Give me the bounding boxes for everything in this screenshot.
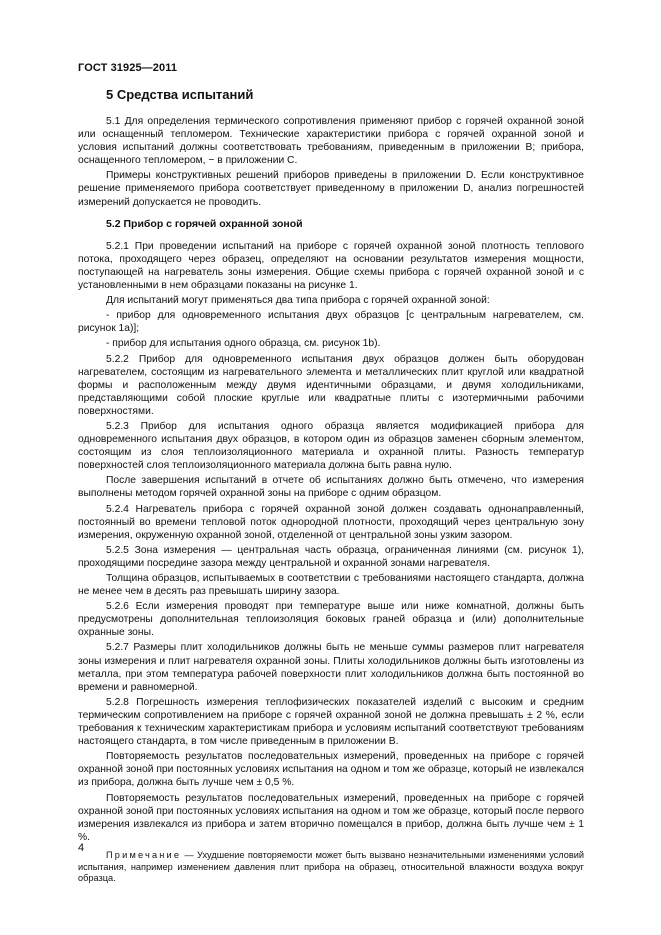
note-text: — Ухудшение повторяемости может быть вызвано незначительными изменениями условий испытания, например изменением давления плит прибора на образец, относительной влажности воздуха вокруг образца.	[78, 849, 584, 884]
paragraph: Повторяемость результатов последовательных измерений, проведенных на приборе с горячей охранной зоной при постоянных условиях испытания на одном и том же образце, который не извлекался из прибора, должна быть лучше чем ± 0,5 %.	[78, 751, 584, 789]
list-item: - прибор для испытания одного образца, см. рисунок 1b).	[106, 338, 381, 350]
paragraph: 5.2.2 Прибор для одновременного испытания двух образцов должен быть оборудован нагревателем, состоящим из нагревательного элемента и металлических плит круглой или квадратной формы и расположенным между двумя идентичными образцами, и двумя холодильниками, представляющими собой плоские круглые или квадратные плиты с изотермичными рабочими поверхностями.	[78, 353, 584, 417]
subsection-title: 5.2 Прибор с горячей охранной зоной	[106, 217, 303, 230]
paragraph: Для испытаний могут применяться два типа прибора с горячей охранной зоной:	[106, 295, 490, 307]
section-title: 5 Средства испытаний	[106, 87, 254, 102]
paragraph: 5.1 Для определения термического сопротивления применяют прибор с горячей охранной зоной или оснащенный тепломером. Технические характеристики прибора с горячей охранной зоной и условия испытаний должны соответствовать требованиям, приведенным в приложении В; прибора, оснащенного тепломером, − в приложении С.	[78, 116, 584, 167]
paragraph: Толщина образцов, испытываемых в соответствии с требованиями настоящего стандарта, должна не менее чем в десять раз превышать ширину зазора.	[78, 573, 584, 598]
paragraph: 5.2.3 Прибор для испытания одного образца является модификацией прибора для одновременного испытания двух образцов, в котором один из образцов заменен сборным элементом, состоящим из слоя теплоизоляционного материала и охранной плиты. Разность температур поверхностей слоя теплоизоляционного материала должна быть равна нулю.	[78, 420, 584, 472]
document-body	[78, 115, 584, 887]
paragraph: 5.2.6 Если измерения проводят при температуре выше или ниже комнатной, должны быть предусмотрены дополнительная теплоизоляция боковых граней образца и (или) дополнительные охранные зоны.	[78, 601, 584, 639]
paragraph: 5.2.7 Размеры плит холодильников должны быть не меньше суммы размеров плит нагревателя зоны измерения и плит нагревателя охранной зоны. Плиты холодильников должны быть изготовлены из металла, при этом температура рабочей поверхности плит холодильников должна быть постоянной во времени и равномерной.	[78, 642, 584, 693]
list-item: - прибор для одновременного испытания двух образцов [с центральным нагревателем, см. рисунок 1a)];	[78, 310, 584, 335]
paragraph: 5.2.5 Зона измерения — центральная часть образца, ограниченная линиями (см. рисунок 1), проходящими посредине зазора между центральной и охранной зонами нагревателя.	[78, 544, 584, 569]
paragraph: Примеры конструктивных решений приборов приведены в приложении D. Если конструктивное решение применяемого прибора соответствует приведенному в приложении D, анализ погрешностей измерений допускается не проводить.	[78, 170, 584, 208]
paragraph: После завершения испытаний в отчете об испытаниях должно быть отмечено, что измерения выполнены методом горячей охранной зоны на приборе с одним образцом.	[78, 475, 584, 500]
paragraph: 5.2.1 При проведении испытаний на приборе с горячей охранной зоной плотность теплового потока, проходящего через образец, определяют на основании результатов измерения мощности, поступающей на нагреватель зоны измерения. Общие схемы прибора с горячей охранной зоной и с установленными в нем образцами показаны на рисунке 1.	[78, 240, 584, 292]
document-id: ГОСТ 31925—2011	[78, 62, 178, 74]
paragraph: 5.2.4 Нагреватель прибора с горячей охранной зоной должен создавать однонаправленный, постоянный во времени тепловой поток однородной плотности, проходящий через центральную зону измерения, окруженную охранной зоной, отделенной от центральной зоны узким зазором.	[78, 503, 584, 541]
note-label: Примечание	[106, 849, 182, 860]
paragraph: 5.2.8 Погрешность измерения теплофизических показателей изделий с высоким и средним термическим сопротивлением на приборе с горячей охранной зоной не должна превышать ± 2 %, если требования к техническим характеристикам прибора и условиям испытаний соответствуют требованиям настоящего стандарта, в том числе приведенным в приложении В.	[78, 696, 584, 748]
paragraph: Повторяемость результатов последовательных измерений, проведенных на приборе с горячей охранной зоной при постоянных условиях испытания на одном и том же образце, который после первого измерения извлекался из прибора и затем вторично помещался в прибор, должна быть лучше чем ± 1 %.	[78, 792, 584, 843]
page-number: 4	[78, 842, 85, 854]
note	[78, 850, 584, 885]
